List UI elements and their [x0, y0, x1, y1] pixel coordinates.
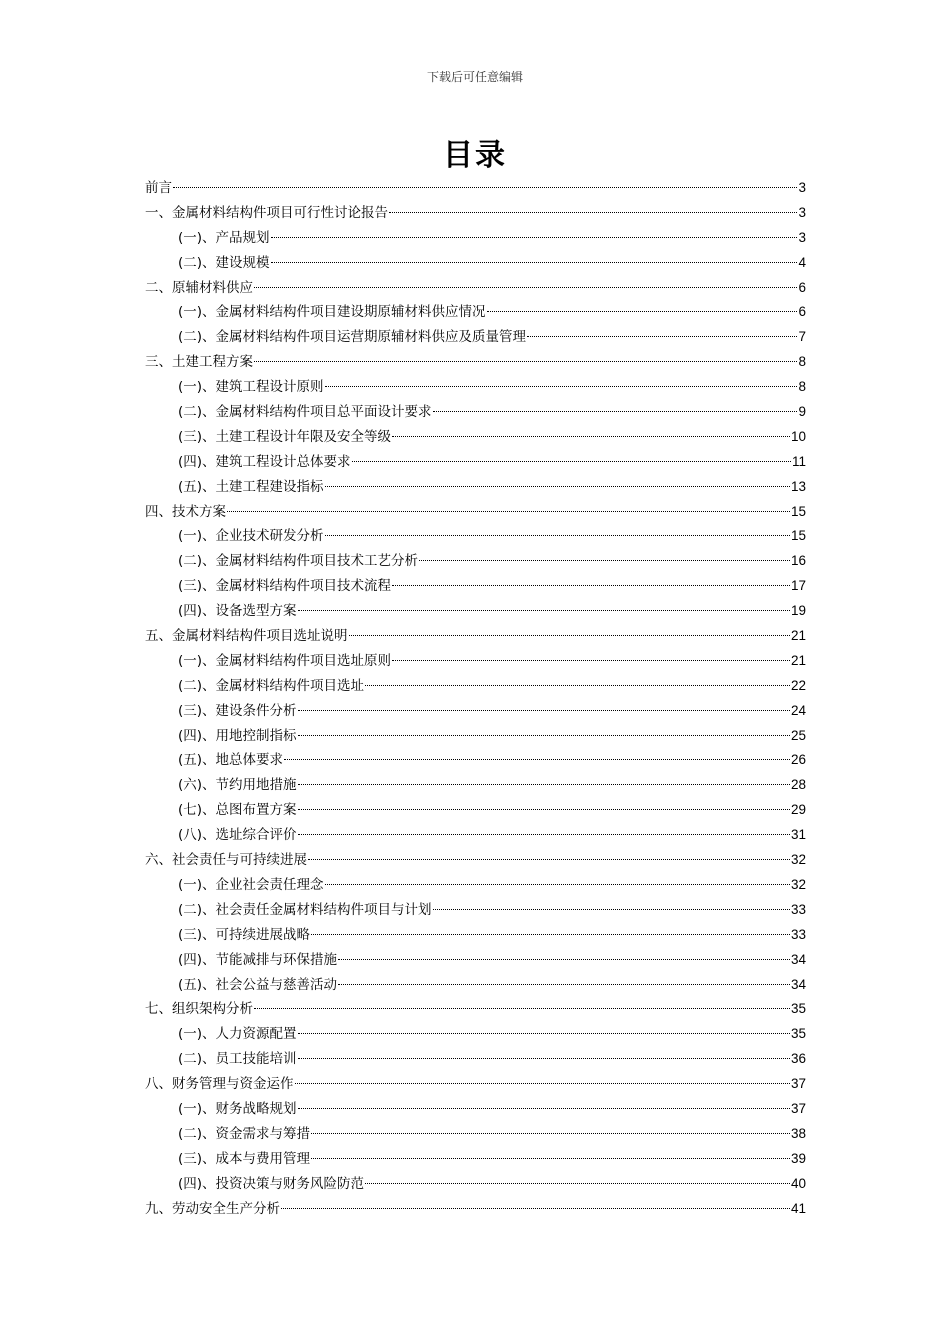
toc-entry[interactable]: [145, 201, 806, 226]
toc-entry-label: (一)、企业技术研发分析: [178, 528, 324, 545]
toc-entry-page-number: 10: [790, 428, 806, 444]
toc-entry-page-number: 3: [798, 204, 806, 220]
toc-entry-page-number: 16: [790, 553, 806, 569]
toc-entry-page-number: 13: [790, 478, 806, 494]
toc-entry-label: 四、技术方案: [145, 503, 226, 520]
toc-entry-page-number: 4: [798, 254, 806, 270]
toc-entry[interactable]: [145, 848, 806, 873]
toc-entry-label: (三)、成本与费用管理: [178, 1150, 311, 1167]
toc-entry-label: (七)、总图布置方案: [178, 802, 297, 819]
toc-entry-label: (一)、金属材料结构件项目选址原则: [178, 652, 392, 669]
toc-entry[interactable]: [145, 574, 806, 599]
toc-dot-leader: [392, 585, 790, 586]
toc-entry-page-number: 32: [790, 852, 806, 868]
toc-entry-page-number: 31: [790, 827, 806, 843]
toc-entry[interactable]: [145, 325, 806, 350]
toc-entry[interactable]: [145, 176, 806, 201]
toc-dot-leader: [254, 1008, 790, 1009]
toc-entry-page-number: 38: [790, 1125, 806, 1141]
toc-entry-page-number: 24: [790, 702, 806, 718]
toc-entry-label: (四)、用地控制指标: [178, 727, 297, 744]
toc-dot-leader: [325, 486, 790, 487]
toc-dot-leader: [433, 909, 790, 910]
toc-entry[interactable]: [145, 823, 806, 848]
table-of-contents: [145, 176, 806, 1221]
toc-entry[interactable]: [145, 1172, 806, 1197]
toc-entry-label: (五)、社会公益与慈善活动: [178, 976, 338, 993]
toc-entry-label: 八、财务管理与资金运作: [145, 1076, 294, 1093]
toc-entry[interactable]: [145, 599, 806, 624]
toc-entry-label: (二)、金属材料结构件项目选址: [178, 677, 365, 694]
toc-entry[interactable]: [145, 724, 806, 749]
toc-entry-label: (三)、建设条件分析: [178, 702, 297, 719]
toc-dot-leader: [298, 784, 790, 785]
toc-dot-leader: [352, 461, 791, 462]
toc-entry-label: 七、组织架构分析: [145, 1001, 253, 1018]
toc-entry[interactable]: [145, 1047, 806, 1072]
toc-entry-label: (三)、金属材料结构件项目技术流程: [178, 578, 392, 595]
toc-entry[interactable]: [145, 674, 806, 699]
toc-dot-leader: [311, 934, 790, 935]
toc-entry-label: 二、原辅材料供应: [145, 279, 253, 296]
toc-entry-page-number: 9: [798, 404, 806, 420]
toc-entry-page-number: 17: [790, 578, 806, 594]
toc-entry[interactable]: [145, 748, 806, 773]
toc-entry-page-number: 33: [790, 926, 806, 942]
toc-entry-label: (一)、产品规划: [178, 229, 270, 246]
toc-dot-leader: [271, 237, 798, 238]
toc-entry-page-number: 8: [798, 379, 806, 395]
toc-entry-label: 前言: [145, 180, 172, 196]
toc-entry-label: (二)、金属材料结构件项目运营期原辅材料供应及质量管理: [178, 329, 527, 346]
toc-dot-leader: [271, 262, 798, 263]
toc-dot-leader: [311, 1158, 790, 1159]
toc-dot-leader: [254, 287, 797, 288]
toc-dot-leader: [298, 610, 790, 611]
toc-entry-label: (三)、土建工程设计年限及安全等级: [178, 428, 392, 445]
toc-entry-page-number: 36: [790, 1051, 806, 1067]
toc-entry-label: 一、金属材料结构件项目可行性讨论报告: [145, 204, 388, 221]
toc-entry[interactable]: [145, 350, 806, 375]
toc-entry-page-number: 8: [798, 354, 806, 370]
toc-entry[interactable]: [145, 375, 806, 400]
toc-entry-label: (四)、节能减排与环保措施: [178, 951, 338, 968]
toc-entry-label: 九、劳动安全生产分析: [145, 1200, 280, 1217]
header-note: 下载后可任意编辑: [426, 70, 523, 84]
toc-entry-label: (六)、节约用地措施: [178, 777, 297, 794]
toc-entry-page-number: 6: [798, 279, 806, 295]
toc-entry[interactable]: [145, 425, 806, 450]
toc-entry[interactable]: [145, 973, 806, 998]
toc-entry[interactable]: [145, 226, 806, 251]
toc-entry[interactable]: [145, 1072, 806, 1097]
toc-dot-leader: [365, 685, 790, 686]
toc-dot-leader: [433, 411, 798, 412]
toc-entry[interactable]: [145, 1022, 806, 1047]
toc-dot-leader: [325, 386, 798, 387]
toc-entry[interactable]: [145, 624, 806, 649]
toc-entry-label: (一)、建筑工程设计原则: [178, 379, 324, 396]
toc-entry[interactable]: [145, 276, 806, 301]
toc-entry-page-number: 22: [790, 677, 806, 693]
toc-entry[interactable]: [145, 1122, 806, 1147]
toc-entry[interactable]: [145, 524, 806, 549]
toc-entry-page-number: 39: [790, 1150, 806, 1166]
toc-dot-leader: [349, 635, 790, 636]
toc-dot-leader: [308, 859, 790, 860]
toc-entry-page-number: 26: [790, 752, 806, 768]
toc-entry[interactable]: [145, 923, 806, 948]
toc-entry-label: (二)、金属材料结构件项目技术工艺分析: [178, 553, 419, 570]
toc-dot-leader: [298, 1058, 790, 1059]
toc-entry-label: (五)、土建工程建设指标: [178, 478, 324, 495]
toc-entry-page-number: 7: [798, 329, 806, 345]
toc-entry[interactable]: [145, 400, 806, 425]
toc-entry[interactable]: [145, 948, 806, 973]
toc-entry-page-number: 6: [798, 304, 806, 320]
toc-dot-leader: [298, 809, 790, 810]
toc-entry-page-number: 11: [791, 453, 806, 469]
toc-entry[interactable]: [145, 997, 806, 1022]
toc-entry-page-number: 3: [798, 180, 806, 195]
toc-entry-page-number: 15: [790, 528, 806, 544]
toc-entry-label: 三、土建工程方案: [145, 354, 253, 371]
toc-entry-page-number: 35: [790, 1001, 806, 1017]
toc-entry[interactable]: [145, 798, 806, 823]
toc-entry-label: (一)、金属材料结构件项目建设期原辅材料供应情况: [178, 304, 486, 321]
toc-entry[interactable]: [145, 450, 806, 475]
toc-dot-leader: [338, 984, 790, 985]
toc-entry-page-number: 29: [790, 802, 806, 818]
toc-dot-leader: [284, 759, 790, 760]
toc-entry-label: (二)、社会责任金属材料结构件项目与计划: [178, 901, 432, 918]
toc-dot-leader: [311, 1133, 790, 1134]
toc-entry-page-number: 34: [790, 951, 806, 967]
toc-entry-label: (一)、企业社会责任理念: [178, 876, 324, 893]
toc-entry-page-number: 28: [790, 777, 806, 793]
toc-entry-label: (三)、可持续进展战略: [178, 926, 311, 943]
toc-dot-leader: [254, 361, 797, 362]
toc-dot-leader: [527, 336, 797, 337]
toc-entry[interactable]: [145, 773, 806, 798]
toc-entry-label: (二)、员工技能培训: [178, 1051, 297, 1068]
toc-dot-leader: [325, 535, 790, 536]
toc-dot-leader: [173, 187, 797, 188]
toc-entry-page-number: 3: [798, 229, 806, 245]
toc-dot-leader: [365, 1183, 790, 1184]
toc-entry-page-number: 35: [790, 1026, 806, 1042]
toc-entry[interactable]: [145, 898, 806, 923]
toc-entry[interactable]: [145, 699, 806, 724]
toc-entry-page-number: 21: [790, 628, 806, 644]
toc-entry-label: (四)、投资决策与财务风险防范: [178, 1175, 365, 1192]
toc-dot-leader: [338, 959, 790, 960]
toc-entry-page-number: 25: [790, 727, 806, 743]
toc-entry[interactable]: [145, 300, 806, 325]
toc-entry-label: (二)、金属材料结构件项目总平面设计要求: [178, 404, 432, 421]
toc-entry[interactable]: [145, 873, 806, 898]
toc-entry-label: (二)、建设规模: [178, 254, 270, 271]
toc-entry-page-number: 15: [790, 503, 806, 519]
toc-entry-label: 五、金属材料结构件项目选址说明: [145, 628, 348, 645]
toc-entry-label: (一)、财务战略规划: [178, 1100, 297, 1117]
toc-entry[interactable]: [145, 251, 806, 276]
toc-dot-leader: [392, 660, 790, 661]
toc-entry[interactable]: [145, 500, 806, 525]
toc-dot-leader: [325, 884, 790, 885]
toc-dot-leader: [295, 1083, 790, 1084]
toc-entry-page-number: 37: [790, 1100, 806, 1116]
toc-dot-leader: [298, 1108, 790, 1109]
page-title: 目录: [443, 138, 507, 173]
toc-entry-page-number: 37: [790, 1076, 806, 1092]
toc-entry-label: (五)、地总体要求: [178, 752, 284, 769]
toc-entry[interactable]: [145, 1147, 806, 1172]
toc-entry-label: (八)、选址综合评价: [178, 827, 297, 844]
toc-entry-label: (一)、人力资源配置: [178, 1026, 297, 1043]
toc-entry[interactable]: [145, 549, 806, 574]
toc-entry-page-number: 34: [790, 976, 806, 992]
toc-entry[interactable]: [145, 475, 806, 500]
toc-dot-leader: [227, 511, 790, 512]
toc-dot-leader: [389, 212, 797, 213]
toc-entry[interactable]: [145, 649, 806, 674]
toc-dot-leader: [392, 436, 790, 437]
toc-entry-label: (二)、资金需求与筹措: [178, 1125, 311, 1142]
toc-dot-leader: [298, 1033, 790, 1034]
toc-entry-page-number: 41: [790, 1200, 806, 1216]
toc-dot-leader: [281, 1208, 790, 1209]
toc-dot-leader: [298, 710, 790, 711]
toc-entry-page-number: 19: [790, 603, 806, 619]
toc-entry-page-number: 32: [790, 876, 806, 892]
toc-entry-page-number: 21: [790, 652, 806, 668]
toc-dot-leader: [487, 311, 798, 312]
toc-dot-leader: [419, 560, 790, 561]
toc-entry-label: 六、社会责任与可持续进展: [145, 852, 307, 869]
toc-dot-leader: [298, 834, 790, 835]
toc-entry-label: (四)、设备选型方案: [178, 603, 297, 620]
toc-entry[interactable]: [145, 1197, 806, 1222]
toc-entry-page-number: 33: [790, 901, 806, 917]
toc-entry-page-number: 40: [790, 1175, 806, 1191]
toc-dot-leader: [298, 735, 790, 736]
toc-entry-label: (四)、建筑工程设计总体要求: [178, 453, 351, 470]
toc-entry[interactable]: [145, 1097, 806, 1122]
